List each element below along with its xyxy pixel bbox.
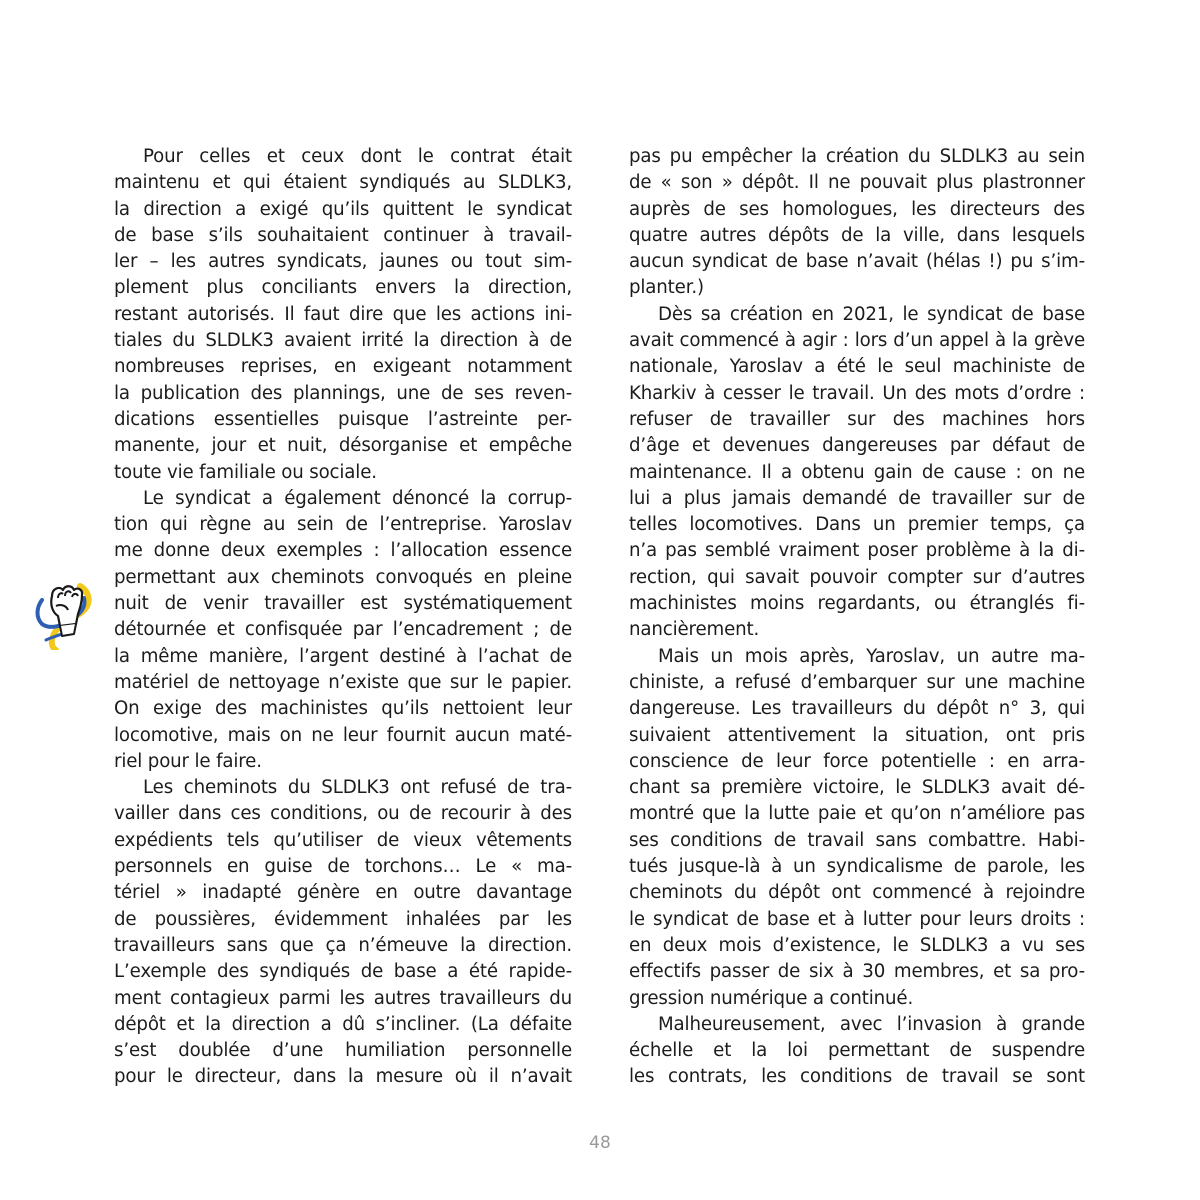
text-line: la même manière, l’argent destiné à l’achat de xyxy=(114,645,572,667)
text-line: pour le directeur, dans la mesure où il n’avait xyxy=(114,1066,572,1088)
text-line: vailler dans ces conditions, ou de recourir à des xyxy=(114,803,572,825)
text-line: quatre autres dépôts de la ville, dans lesquels xyxy=(629,224,1085,246)
text-line: ses conditions de travail sans combattre. Habi- xyxy=(629,829,1085,851)
text-line: dangereuse. Les travailleurs du dépôt n° 3, qui xyxy=(629,698,1085,720)
text-line: effectifs passer de six à 30 membres, et sa pro- xyxy=(629,961,1085,983)
text-line: détournée et confisquée par l’encadrement ; de xyxy=(114,619,572,641)
text-line: lui a plus jamais demandé de travailler sur de xyxy=(629,487,1085,509)
text-line: permettant aux cheminots convoqués en pleine xyxy=(114,566,572,588)
text-line: matériel de nettoyage n’existe que sur le papier. xyxy=(114,671,572,693)
text-line: ment contagieux parmi les autres travailleurs du xyxy=(114,987,572,1009)
text-line: restant autorisés. Il faut dire que les actions ini- xyxy=(114,303,572,325)
text-line: L’exemple des syndiqués de base a été rapide- xyxy=(114,961,572,983)
text-line: suivaient attentivement la situation, ont pris xyxy=(629,724,1085,746)
text-line: conscience de leur force potentielle : en arra- xyxy=(629,750,1085,772)
text-line: de poussières, évidemment inhalées par les xyxy=(114,908,572,930)
text-line: gression numérique a continué. xyxy=(629,987,914,1009)
text-line: n’a pas semblé vraiment poser problème à la di- xyxy=(629,540,1085,562)
text-line: machinistes moins regardants, ou étranglés fi- xyxy=(629,593,1085,615)
text-line: expédients tels qu’utiliser de vieux vêtements xyxy=(114,829,572,851)
text-line: Le syndicat a également dénoncé la corrup- xyxy=(143,487,572,509)
text-line: tués jusque-là à un syndicalisme de parole, les xyxy=(629,856,1085,878)
text-line: nombreuses reprises, en exigeant notamment xyxy=(114,356,572,378)
text-line: planter.) xyxy=(629,277,704,299)
text-line: personnels en guise de torchons… Le « ma- xyxy=(114,856,572,878)
text-line: maintenance. Il a obtenu gain de cause : on ne xyxy=(629,461,1085,483)
text-line: chiniste, a refusé d’embarquer sur une machine xyxy=(629,671,1085,693)
text-line: nuit de venir travailler est systématiquement xyxy=(114,593,572,615)
text-line: Les cheminots du SLDLK3 ont refusé de tra- xyxy=(143,777,572,799)
text-line: On exige des machinistes qu’ils nettoient leur xyxy=(114,698,572,720)
text-line: refuser de travailler sur des machines hors xyxy=(629,408,1085,430)
text-line: locomotive, mais on ne leur fournit aucun maté- xyxy=(114,724,572,746)
raised-fist-icon xyxy=(30,578,100,650)
right-text-column xyxy=(629,144,1085,1091)
text-line: chant sa première victoire, le SLDLK3 avait dé- xyxy=(629,777,1085,799)
text-line: dications essentielles puisque l’astreinte per- xyxy=(114,408,572,430)
text-line: tion qui règne au sein de l’entreprise. Yaroslav xyxy=(114,514,572,536)
text-line: aucun syndicat de base n’avait (hélas !) pu s’im- xyxy=(629,251,1085,273)
text-line: avait commencé à agir : lors d’un appel à la grève xyxy=(629,330,1085,352)
text-line: maintenu et qui étaient syndiqués au SLDLK3, xyxy=(114,172,572,194)
text-line: de « son » dépôt. Il ne pouvait plus plastronner xyxy=(629,172,1085,194)
text-line: montré que la lutte paie et qu’on n’améliore pas xyxy=(629,803,1085,825)
text-line: toute vie familiale ou sociale. xyxy=(114,461,377,483)
page-number: 48 xyxy=(589,1133,611,1153)
text-line: ler – les autres syndicats, jaunes ou tout sim- xyxy=(114,251,572,273)
text-line: d’âge et devenues dangereuses par défaut de xyxy=(629,435,1085,457)
text-line: auprès de ses homologues, les directeurs des xyxy=(629,198,1085,220)
text-line: s’est doublée d’une humiliation personnelle xyxy=(114,1040,572,1062)
text-line: le syndicat de base et à lutter pour leurs droits : xyxy=(629,908,1085,930)
text-line: Dès sa création en 2021, le syndicat de base xyxy=(658,303,1085,325)
text-line: en deux mois d’existence, le SLDLK3 a vu ses xyxy=(629,934,1085,956)
text-line: nationale, Yaroslav a été le seul machiniste de xyxy=(629,356,1085,378)
text-line: dépôt et la direction a dû s’incliner. (La défaite xyxy=(114,1013,572,1035)
text-line: pas pu empêcher la création du SLDLK3 au sein xyxy=(629,146,1085,167)
text-line: de base s’ils souhaitaient continuer à travail- xyxy=(114,224,572,246)
text-line: tériel » inadapté génère en outre davantage xyxy=(114,882,572,904)
text-line: tiales du SLDLK3 avaient irrité la direction à de xyxy=(114,330,572,352)
text-line: la direction a exigé qu’ils quittent le syndicat xyxy=(114,198,572,220)
text-line: plement plus conciliants envers la direction, xyxy=(114,277,572,299)
text-line: me donne deux exemples : l’allocation essence xyxy=(114,540,572,562)
left-text-column xyxy=(114,144,572,1091)
text-line: Kharkiv à cesser le travail. Un des mots d’ordre : xyxy=(629,382,1085,404)
text-line: échelle et la loi permettant de suspendre xyxy=(629,1040,1085,1062)
text-line: Malheureusement, avec l’invasion à grande xyxy=(658,1013,1085,1035)
text-line: nancièrement. xyxy=(629,619,760,641)
text-line: rection, qui savait pouvoir compter sur d’autres xyxy=(629,566,1085,588)
text-line: riel pour le faire. xyxy=(114,750,262,772)
text-line: la publication des plannings, une de ses reven- xyxy=(114,382,572,404)
text-line: telles locomotives. Dans un premier temps, ça xyxy=(629,514,1085,536)
text-line: Pour celles et ceux dont le contrat était xyxy=(143,146,572,167)
text-line: manente, jour et nuit, désorganise et empêche xyxy=(114,435,572,457)
text-line: les contrats, les conditions de travail se sont xyxy=(629,1066,1085,1088)
text-line: cheminots du dépôt ont commencé à rejoindre xyxy=(629,882,1085,904)
text-line: Mais un mois après, Yaroslav, un autre ma- xyxy=(658,645,1085,667)
text-line: travailleurs sans que ça n’émeuve la direction. xyxy=(114,934,572,956)
